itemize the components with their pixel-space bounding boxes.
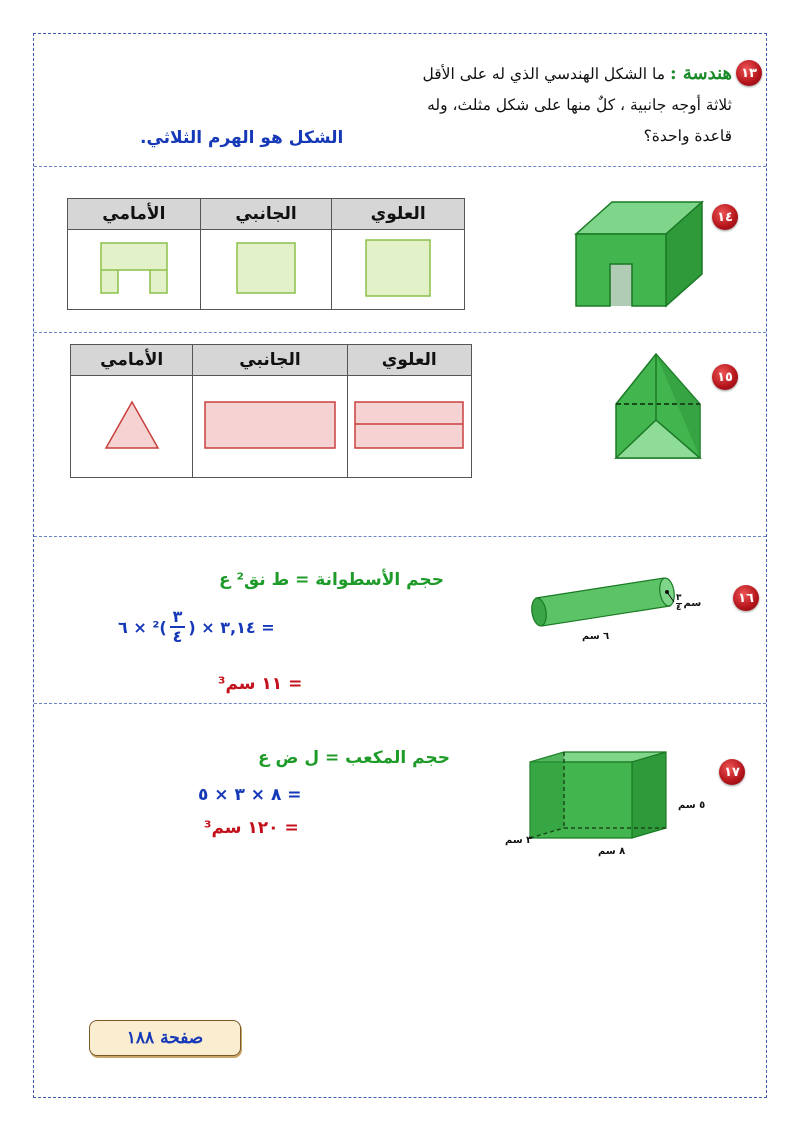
rectangular-prism-figure (524, 750, 674, 840)
top-view-square (363, 237, 433, 299)
prism-depth-label: ٣ سم (505, 835, 533, 846)
side-view-cell (193, 376, 347, 478)
question-13-answer: الشكل هو الهرم الثلاثي. (140, 128, 344, 148)
radius-numerator: ٣ (676, 593, 682, 603)
side-view-rectangle (203, 400, 337, 450)
cylinder-volume-formula: حجم الأسطوانة = ط نق² ع (218, 570, 444, 590)
step-1-fraction-numerator: ٣ (172, 607, 183, 626)
front-view-cell (68, 230, 201, 310)
step-1-right: ) × ٣,١٤ = (188, 617, 275, 637)
page-frame (33, 33, 767, 1098)
step-1-fraction-denominator: ٤ (170, 626, 186, 646)
cylinder-length-label: ٦ سم (582, 631, 610, 642)
header-top-view: العلوي (332, 199, 465, 230)
step-1-left: ٦ × ²( (118, 617, 167, 637)
page-number-badge: صفحة ١٨٨ (89, 1020, 241, 1056)
question-number-17: ١٧ (719, 759, 745, 785)
prism-volume-formula: حجم المكعب = ل ض ع (258, 748, 450, 768)
question-13-text (312, 58, 732, 152)
cylinder-figure (524, 570, 684, 640)
question-13-line-1: ما الشكل الهندسي الذي له على الأقل (422, 65, 666, 83)
prism-volume-result: = ١٢٠ سم³ (204, 818, 299, 838)
views-table-14 (67, 198, 465, 310)
top-view-divided-rectangle (353, 400, 465, 450)
front-view-arch (98, 240, 170, 296)
separator (34, 536, 766, 537)
separator (34, 332, 766, 333)
question-number-14: ١٤ (712, 204, 738, 230)
separator (34, 166, 766, 167)
top-view-cell (347, 376, 471, 478)
question-13-line-3: قاعدة واحدة؟ (643, 127, 732, 145)
front-view-triangle (104, 400, 160, 450)
side-view-square (234, 240, 298, 296)
question-13-label: هندسة : (669, 63, 732, 84)
question-number-15: ١٥ (712, 364, 738, 390)
header-front-view: الأمامي (68, 199, 201, 230)
header-side-view: الجانبي (200, 199, 332, 230)
radius-denominator: ٤ (676, 603, 682, 613)
question-number-16: ١٦ (733, 585, 759, 611)
front-view-cell (71, 376, 193, 478)
header-side-view: الجانبي (193, 345, 347, 376)
views-table-15 (70, 344, 472, 478)
prism-height-label: ٥ سم (678, 800, 706, 811)
header-top-view: العلوي (347, 345, 471, 376)
cylinder-volume-result: = ١١ سم³ (218, 674, 303, 694)
header-front-view: الأمامي (71, 345, 193, 376)
arch-solid-figure (570, 198, 710, 310)
cylinder-step-1 (118, 608, 275, 646)
top-view-cell (332, 230, 465, 310)
triangular-prism-figure (612, 350, 704, 462)
prism-step-1: = ٨ × ٣ × ٥ (198, 785, 302, 805)
side-view-cell (200, 230, 332, 310)
radius-unit: سم (683, 598, 702, 609)
prism-length-label: ٨ سم (598, 846, 626, 857)
question-number-13: ١٣ (736, 60, 762, 86)
question-13-line-2: ثلاثة أوجه جانبية ، كلٌ منها على شكل مثلث، وله (427, 96, 732, 114)
cylinder-radius-label (676, 594, 701, 613)
separator (34, 703, 766, 704)
